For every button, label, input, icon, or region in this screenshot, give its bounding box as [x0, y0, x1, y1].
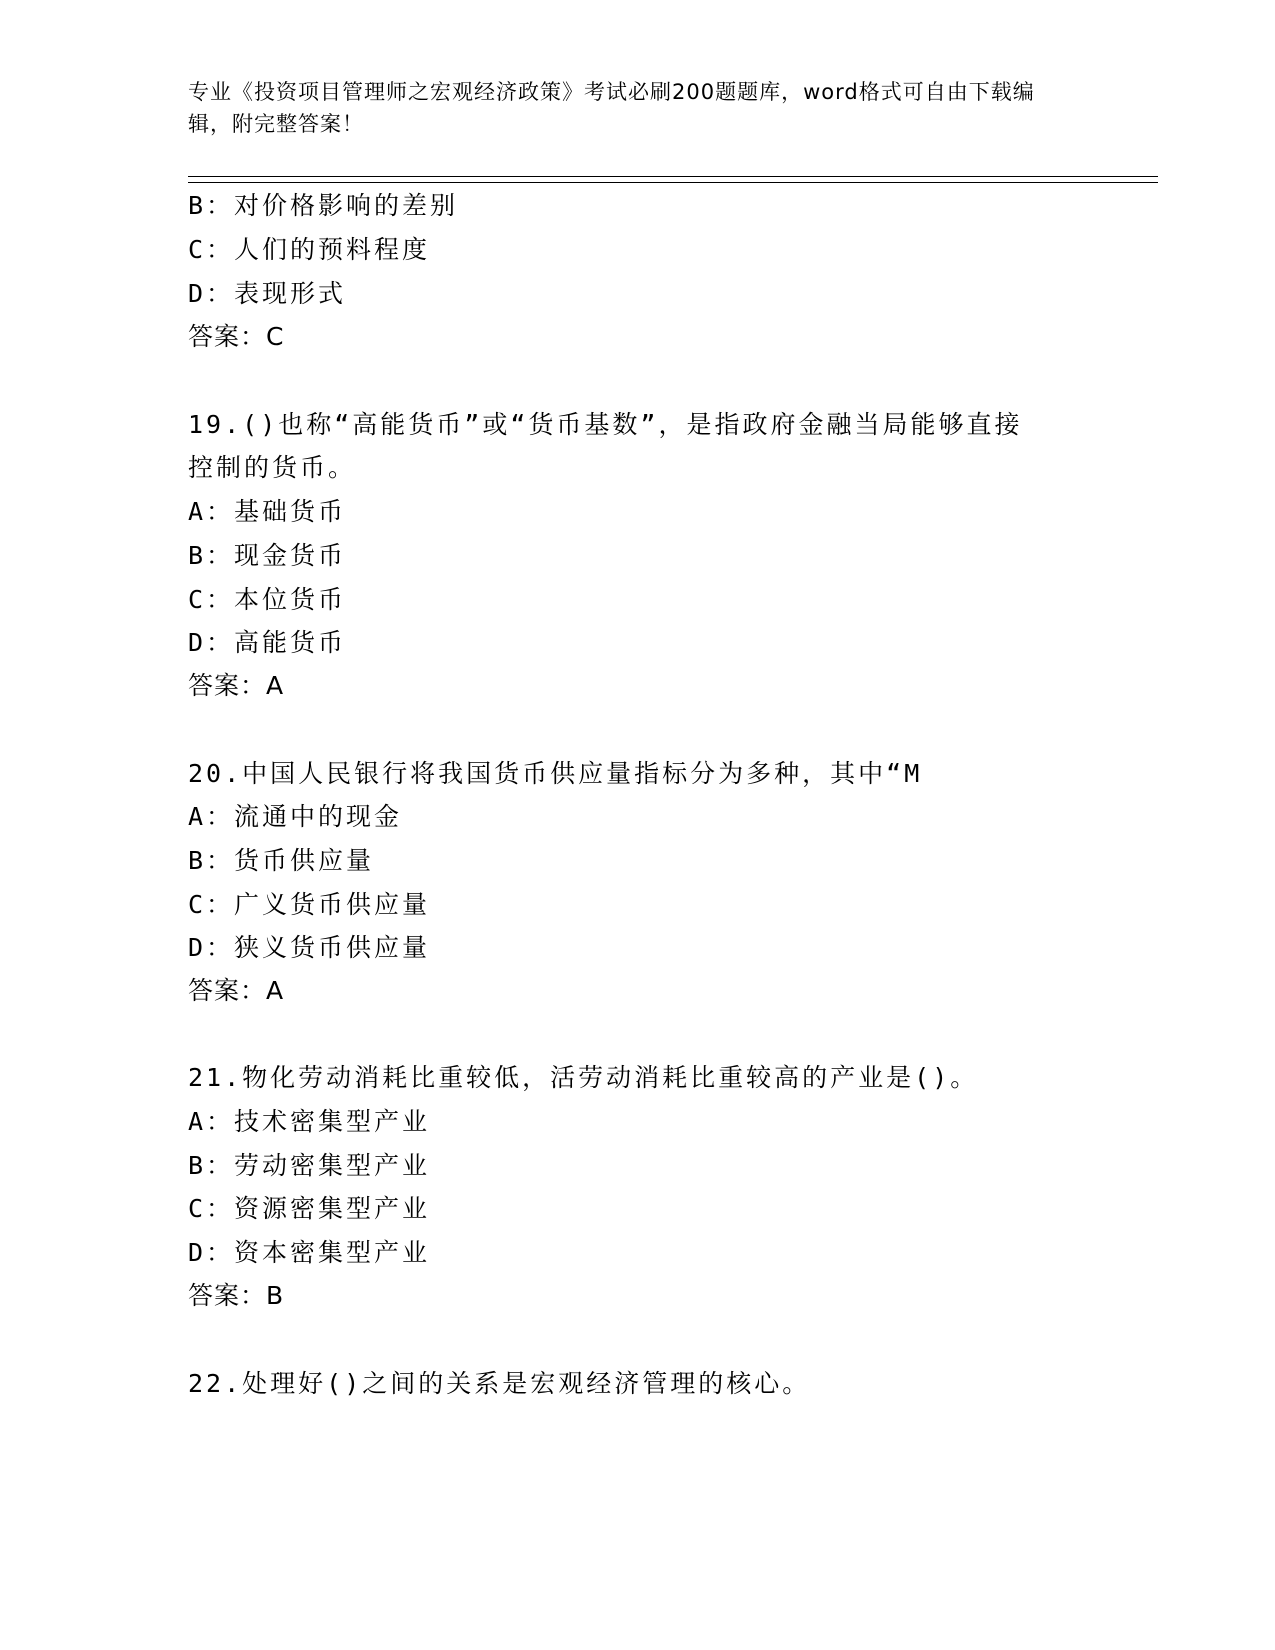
q20-stem: 20.中国人民银行将我国货币供应量指标分为多种，其中“M: [188, 759, 923, 788]
q19-option-c: C：本位货币: [188, 585, 347, 614]
q18-option-c: C：人们的预料程度: [188, 235, 431, 264]
q22-stem: 22.处理好()之间的关系是宏观经济管理的核心。: [188, 1369, 811, 1398]
q19-stem-line2: 控制的货币。: [188, 453, 357, 482]
q19-option-d: D：高能货币: [188, 628, 347, 657]
q21-option-b: B：劳动密集型产业: [188, 1151, 431, 1180]
q18-option-d: D：表现形式: [188, 279, 347, 308]
q20-option-d: D：狭义货币供应量: [188, 933, 431, 962]
q20-option-b: B：货币供应量: [188, 846, 375, 875]
q18-answer: 答案：C: [188, 322, 285, 351]
header-divider-bottom: [188, 182, 1158, 183]
q21-answer: 答案：B: [188, 1281, 285, 1310]
q21-stem: 21.物化劳动消耗比重较低，活劳动消耗比重较高的产业是()。: [188, 1063, 979, 1092]
header-divider-top: [188, 176, 1158, 177]
q20-answer: 答案：A: [188, 976, 285, 1005]
q19-stem-line1: 19.()也称“高能货币”或“货币基数”，是指政府金融当局能够直接: [188, 410, 1023, 439]
q19-option-b: B：现金货币: [188, 541, 347, 570]
document-header-title: 专业《投资项目管理师之宏观经济政策》考试必刷200题题库，word格式可自由下载编辑，附完整答案！: [188, 80, 1035, 136]
q20-option-a: A：流通中的现金: [188, 802, 403, 831]
q21-option-d: D：资本密集型产业: [188, 1238, 431, 1267]
q21-option-c: C：资源密集型产业: [188, 1194, 431, 1223]
q18-option-b: B：对价格影响的差别: [188, 191, 459, 220]
q19-option-a: A：基础货币: [188, 497, 347, 526]
q21-option-a: A：技术密集型产业: [188, 1107, 431, 1136]
q20-option-c: C：广义货币供应量: [188, 890, 431, 919]
q19-answer: 答案：A: [188, 671, 285, 700]
